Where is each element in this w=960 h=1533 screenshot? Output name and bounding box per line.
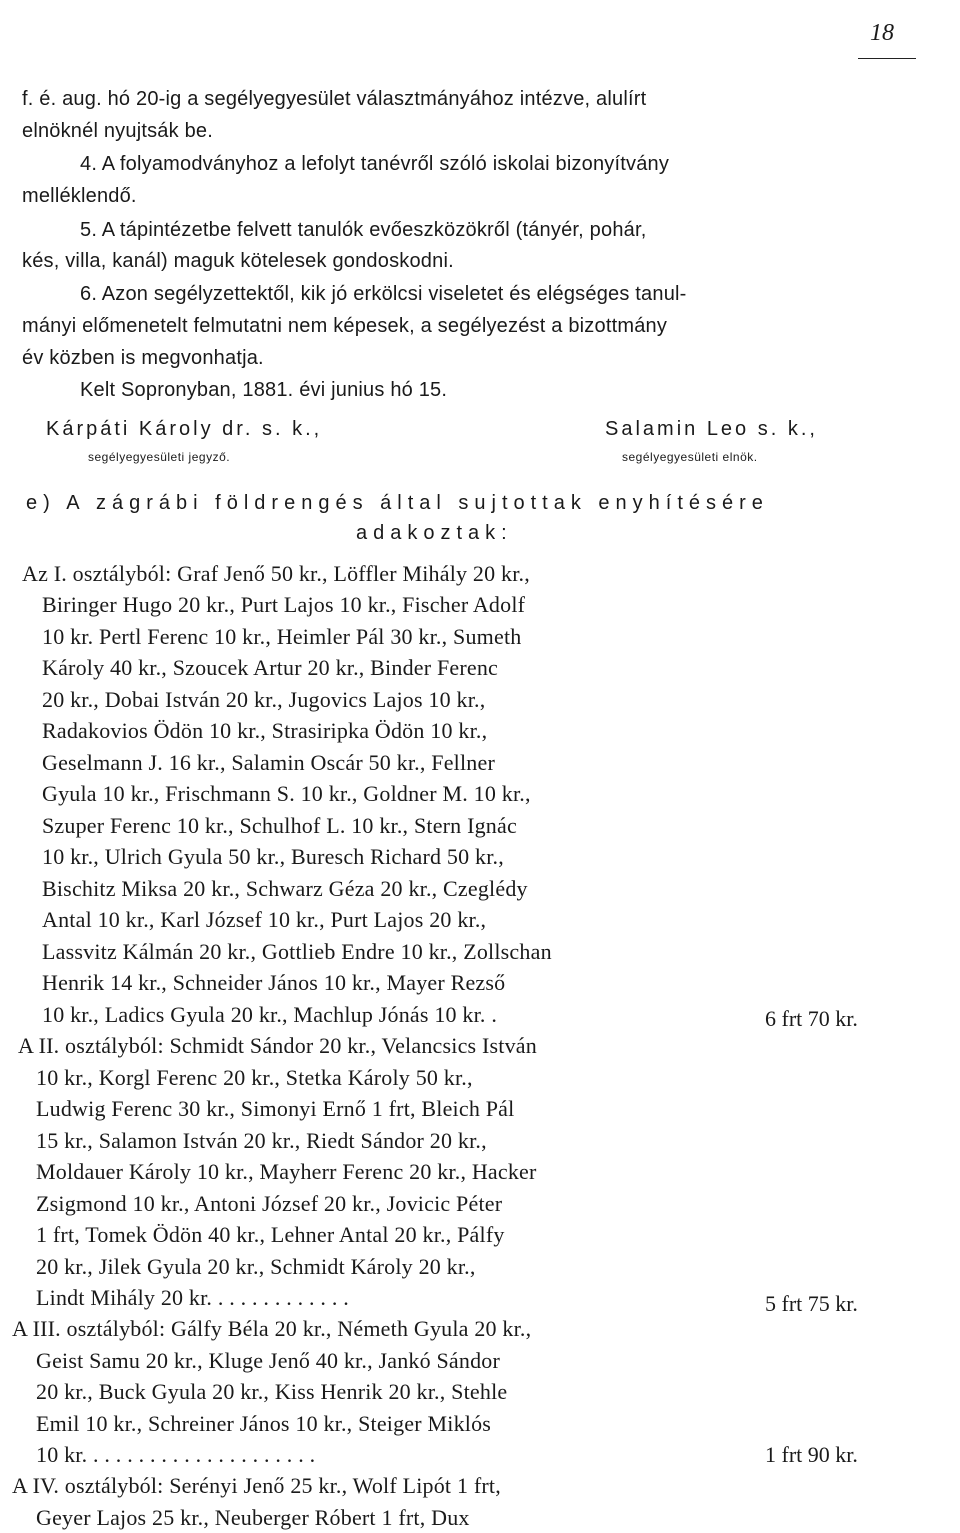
donation-line: Henrik 14 kr., Schneider János 10 kr., Mayer Rezső — [42, 970, 506, 995]
text-line: kés, villa, kanál) maguk kötelesek gondoskodni. — [22, 250, 454, 272]
header-rule — [858, 58, 916, 59]
donation-line: Radakovios Ödön 10 kr., Strasiripka Ödön 10 kr., — [42, 718, 488, 743]
donation-line: Lindt Mihály 20 kr. . . . . . . . . . . . . — [36, 1285, 349, 1310]
signature-right-name: Salamin Leo s. k., — [605, 418, 818, 440]
donation-line: 20 kr., Dobai István 20 kr., Jugovics Lajos 10 kr., — [42, 687, 486, 712]
donation-line: Biringer Hugo 20 kr., Purt Lajos 10 kr., Fischer Adolf — [42, 592, 526, 617]
text-line: f. é. aug. hó 20-ig a segélyegyesület választmányához intézve, alulírt — [22, 88, 647, 110]
signature-left-name: Kárpáti Károly dr. s. k., — [46, 418, 323, 440]
signature-right-role: segélyegyesületi elnök. — [622, 450, 758, 464]
donation-line: Geyer Lajos 25 kr., Neuberger Róbert 1 frt, Dux — [36, 1505, 470, 1530]
donation-line: 10 kr. . . . . . . . . . . . . . . . . . . . . — [36, 1442, 316, 1467]
text-line: mányi előmenetelt felmutatni nem képesek, a segélyezést a bizottmány — [22, 315, 668, 337]
signature-left-role: segélyegyesületi jegyző. — [88, 450, 231, 464]
donation-line: A II. osztályból: Schmidt Sándor 20 kr., Velancsics István — [18, 1033, 537, 1058]
donation-line: 20 kr., Jilek Gyula 20 kr., Schmidt Károly 20 kr., — [36, 1254, 476, 1279]
class-total: 6 frt 70 kr. — [765, 1006, 858, 1031]
section-heading-cont: adakoztak: — [356, 522, 513, 544]
donation-line: Ludwig Ferenc 30 kr., Simonyi Ernő 1 frt, Bleich Pál — [36, 1096, 515, 1121]
donation-line: 1 frt, Tomek Ödön 40 kr., Lehner Antal 20 kr., Pálfy — [36, 1222, 505, 1247]
donation-line: Károly 40 kr., Szoucek Artur 20 kr., Binder Ferenc — [42, 655, 499, 680]
donation-line: Moldauer Károly 10 kr., Mayherr Ferenc 20 kr., Hacker — [36, 1159, 537, 1184]
donation-line: Az I. osztályból: Graf Jenő 50 kr., Löffler Mihály 20 kr., — [22, 561, 530, 586]
text-line: 4. A folyamodványhoz a lefolyt tanévről szóló iskolai bizonyítvány — [80, 153, 670, 175]
donation-line: 20 kr., Buck Gyula 20 kr., Kiss Henrik 20 kr., Stehle — [36, 1379, 508, 1404]
donation-line: Geist Samu 20 kr., Kluge Jenő 40 kr., Jankó Sándor — [36, 1348, 501, 1373]
donation-line: 10 kr., Korgl Ferenc 20 kr., Stetka Károly 50 kr., — [36, 1065, 473, 1090]
donation-line: Emil 10 kr., Schreiner János 10 kr., Steiger Miklós — [36, 1411, 492, 1436]
text-line: 6. Azon segélyzettektől, kik jó erkölcsi viseletet és elégséges tanul- — [80, 283, 687, 305]
class-total: 5 frt 75 kr. — [765, 1291, 858, 1316]
date-line: Kelt Sopronyban, 1881. évi junius hó 15. — [80, 379, 448, 401]
donation-line: 10 kr. Pertl Ferenc 10 kr., Heimler Pál 30 kr., Sumeth — [42, 624, 522, 649]
text-line: 5. A tápintézetbe felvett tanulók evőeszközökről (tányér, pohár, — [80, 219, 647, 241]
section-heading: e) A zágrábi földrengés által sujtottak enyhítésére — [26, 492, 769, 514]
page-number: 18 — [870, 20, 894, 46]
donation-line: Geselmann J. 16 kr., Salamin Oscár 50 kr., Fellner — [42, 750, 495, 775]
donation-line: A IV. osztályból: Serényi Jenő 25 kr., Wolf Lipót 1 frt, — [12, 1473, 501, 1498]
donation-line: Antal 10 kr., Karl József 10 kr., Purt Lajos 20 kr., — [42, 907, 487, 932]
donation-line: Bischitz Miksa 20 kr., Schwarz Géza 20 kr., Czeglédy — [42, 876, 528, 901]
donation-line: Gyula 10 kr., Frischmann S. 10 kr., Goldner M. 10 kr., — [42, 781, 531, 806]
text-line: melléklendő. — [22, 185, 137, 207]
donation-line: Zsigmond 10 kr., Antoni József 20 kr., Jovicic Péter — [36, 1191, 503, 1216]
text-line: év közben is megvonhatja. — [22, 347, 264, 369]
donation-line: 10 kr., Ladics Gyula 20 kr., Machlup Jónás 10 kr. . — [42, 1002, 498, 1027]
donation-line: 15 kr., Salamon István 20 kr., Riedt Sándor 20 kr., — [36, 1128, 487, 1153]
donation-line: A III. osztályból: Gálfy Béla 20 kr., Németh Gyula 20 kr., — [12, 1316, 532, 1341]
class-total: 1 frt 90 kr. — [765, 1442, 858, 1467]
donation-line: 10 kr., Ulrich Gyula 50 kr., Buresch Richard 50 kr., — [42, 844, 504, 869]
donation-line: Lassvitz Kálmán 20 kr., Gottlieb Endre 10 kr., Zollschan — [42, 939, 552, 964]
donation-line: Szuper Ferenc 10 kr., Schulhof L. 10 kr., Stern Ignác — [42, 813, 517, 838]
text-line: elnöknél nyujtsák be. — [22, 120, 213, 142]
